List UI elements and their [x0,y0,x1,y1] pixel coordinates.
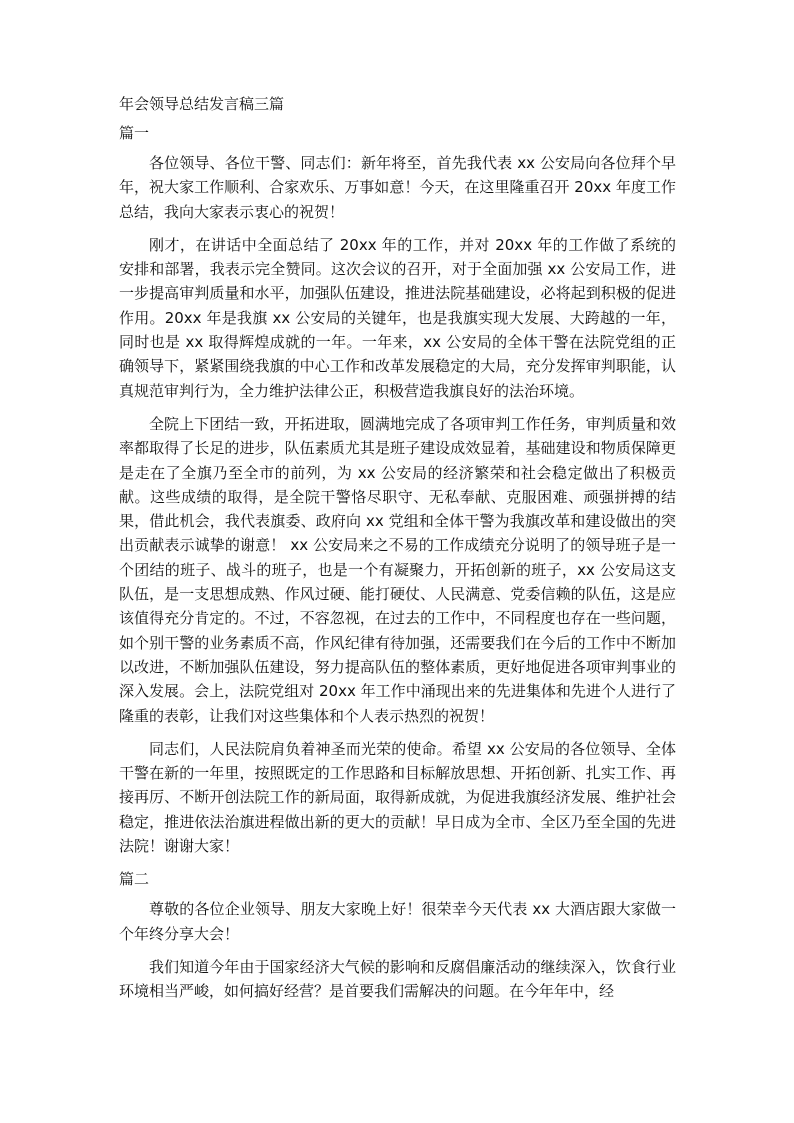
section-1-paragraph-1: 各位领导、各位干警、同志们：新年将至，首先我代表 xx 公安局向各位拜个早年，祝大家工作顺利、合家欢乐、万事如意！今天，在这里隆重召开 20xx 年度工作总结，我向大家表示衷心的祝贺！ [119,154,676,221]
section-heading-2: 篇二 [119,870,150,889]
section-2-paragraph-2: 我们知道今年由于国家经济大气候的影响和反腐倡廉活动的继续深入，饮食行业环境相当严峻，如何搞好经营？是首要我们需解决的问题。在今年年中，经 [119,957,676,1001]
document-body [119,92,676,1013]
section-1-paragraph-4: 同志们，人民法院肩负着神圣而光荣的使命。希望 xx 公安局的各位领导、全体干警在新的一年里，按照既定的工作思路和目标解放思想、开拓创新、扎实工作、再接再厉、不断开创法院工作的新局面，取得新成就，为促进我旗经济发展、维护社会稳定，推进依法治旗进程做出新的更大的贡献！早日成为全市、全区乃至全国的先进法院！谢谢大家！ [119,739,676,856]
document-title: 年会领导总结发言稿三篇 [119,95,285,113]
section-heading-1: 篇一 [119,124,150,142]
section-2-paragraph-1: 尊敬的各位企业领导、朋友大家晚上好！很荣幸今天代表 xx 大酒店跟大家做一个年终分享大会！ [119,900,676,943]
section-1-paragraph-2: 刚才，在讲话中全面总结了 20xx 年的工作，并对 20xx 年的工作做了系统的安排和部署，我表示完全赞同。这次会议的召开，对于全面加强 xx 公安局工作，进一步提高审判质量和水平，加强队伍建设，推进法院基础建设，必将起到积极的促进作用。20xx 年是我旗 xx 公安局的关键年，也是我旗实现大发展、大跨越的一年，同时也是 xx 取得辉煌成就的一年。一年来，xx 公安局的全体干警在法院党组的正确领导下，紧紧围绕我旗的中心工作和改革发展稳定的大局，充分发挥审判职能，认真规范审判行为，全力维护法律公正，积极营造我旗良好的法治环境。 [119,235,676,400]
section-1-paragraph-3: 全院上下团结一致，开拓进取，圆满地完成了各项审判工作任务，审判质量和效率都取得了长足的进步，队伍素质尤其是班子建设成效显着，基础建设和物质保障更是走在了全旗乃至全市的前列，为 xx 公安局的经济繁荣和社会稳定做出了积极贡献。这些成绩的取得，是全院干警恪尽职守、无私奉献、克服困难、顽强拼搏的结果，借此机会，我代表旗委、政府向 xx 党组和全体干警为我旗改革和建设做出的突出贡献表示诚挚的谢意！ xx 公安局来之不易的工作成绩充分说明了的领导班子是一个团结的班子、战斗的班子，也是一个有凝聚力，开拓创新的班子，xx 公安局这支队伍，是一支思想成熟、作风过硬、能打硬仗、人民满意、党委信赖的队伍，这是应该值得充分肯定的。不过，不容忽视，在过去的工作中，不同程度也存在一些问题，如个别干警的业务素质不高，作风纪律有待加强，还需要我们在今后的工作中不断加以改进，不断加强队伍建设，努力提高队伍的整体素质，更好地促进各项审判事业的深入发展。会上，法院党组对 20xx 年工作中涌现出来的先进集体和先进个人进行了隆重的表彰，让我们对这些集体和个人表示热烈的祝贺！ [119,414,676,725]
